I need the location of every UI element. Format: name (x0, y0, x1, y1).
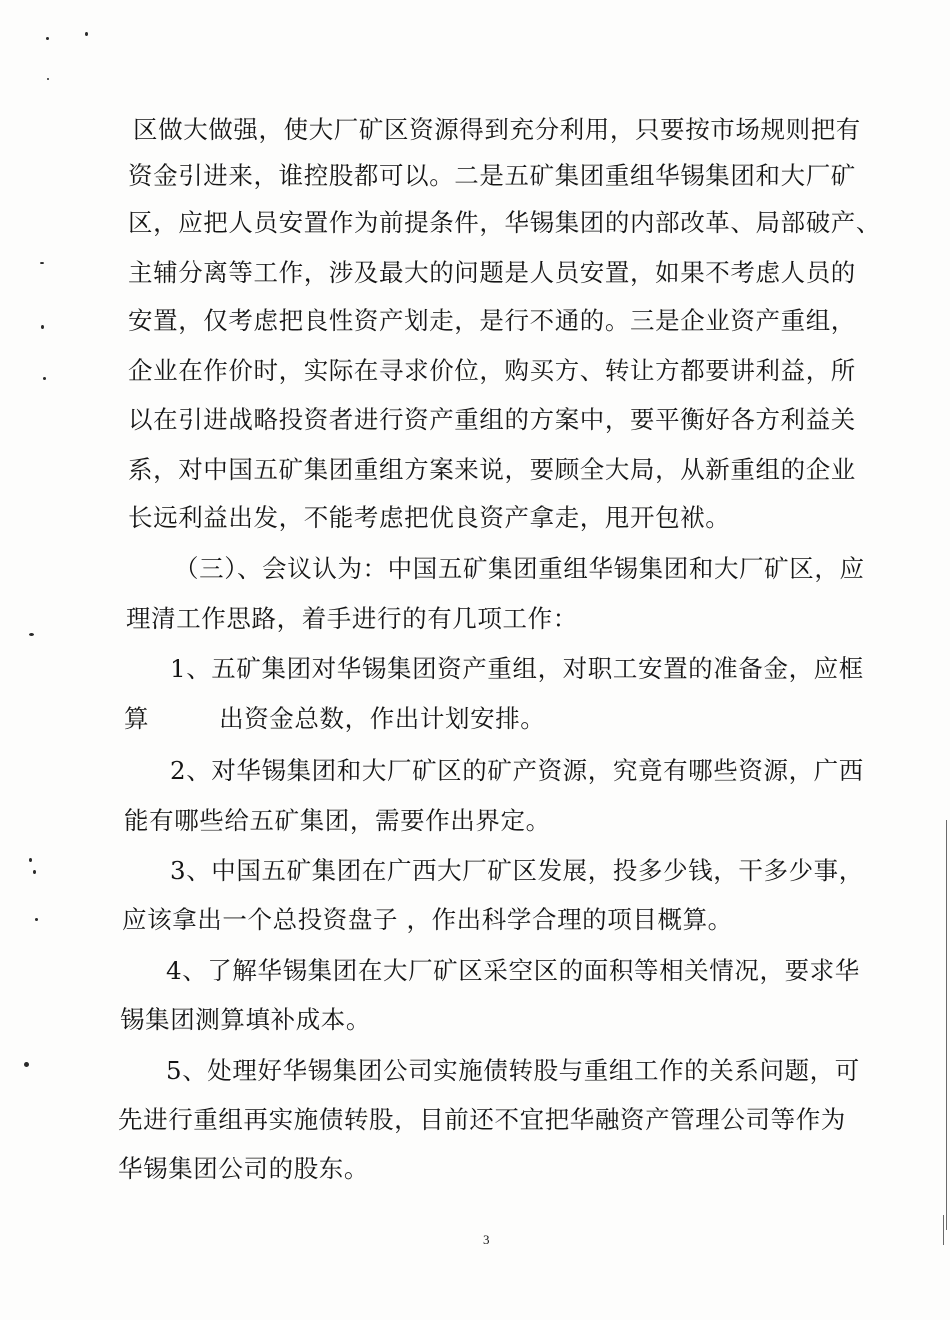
list-item: 1、五矿集团对华锡集团资产重组，对职工安置的准备金，应框 (170, 654, 864, 683)
list-item-text: 出资金总数，作出计划安排。 (219, 704, 546, 733)
wrapped-word: 算 (124, 704, 150, 733)
scan-speck (43, 377, 46, 380)
text-line: 区做大做强，使大厂矿区资源得到充分利用，只要按市场规则把有 (133, 115, 861, 144)
text-line: 安置，仅考虑把良性资产划走，是行不通的。三是企业资产重组， (128, 306, 856, 335)
text-line: 应该拿出一个总投资盘子 ，作出科学合理的项目概算。 (122, 905, 733, 934)
text-line: 长远利益出发，不能考虑把优良资产拿走，甩开包袱。 (128, 503, 731, 532)
list-item: 3、中国五矿集团在广西大厂矿区发展，投多少钱，干多少事， (170, 856, 864, 885)
scan-speck (40, 262, 44, 264)
scan-edge-line (946, 820, 947, 1230)
text-line: 先进行重组再实施债转股，目前还不宜把华融资产管理公司等作为 (118, 1105, 846, 1134)
section-heading: （三）、会议认为：中国五矿集团重组华锡集团和大厂矿区，应 (174, 554, 865, 583)
text-line: 主辅分离等工作，涉及最大的问题是人员安置，如果不考虑人员的 (128, 258, 856, 287)
text-line: 资金引进来，谁控股都可以。二是五矿集团重组华锡集团和大厂矿 (128, 161, 856, 190)
scan-speck (33, 870, 36, 874)
list-item: 4、了解华锡集团在大厂矿区采空区的面积等相关情况，要求华 (166, 956, 860, 985)
scan-speck (47, 78, 49, 80)
list-item: 2、对华锡集团和大厂矿区的矿产资源，究竟有哪些资源，广西 (170, 756, 864, 785)
scan-speck (24, 1062, 29, 1067)
text-line: 企业在作价时，实际在寻求价位，购买方、转让方都要讲利益，所 (128, 356, 856, 385)
text-line: 能有哪些给五矿集团，需要作出界定。 (124, 806, 551, 835)
list-item: 5、处理好华锡集团公司实施债转股与重组工作的关系问题，可 (166, 1056, 860, 1085)
scan-speck (29, 858, 32, 862)
scan-speck (41, 325, 44, 329)
scan-edge-line (943, 1215, 944, 1245)
text-line: 区，应把人员安置作为前提条件，华锡集团的内部改革、局部破产、 (128, 208, 881, 237)
list-item-continuation (124, 703, 545, 735)
scan-speck (85, 32, 88, 36)
text-line: 华锡集团公司的股东。 (118, 1154, 369, 1183)
text-line: 以在引进战略投资者进行资产重组的方案中，要平衡好各方利益关 (128, 405, 856, 434)
text-line: 理清工作思路，着手进行的有几项工作： (126, 604, 578, 633)
text-line: 系，对中国五矿集团重组方案来说，要顾全大局，从新重组的企业 (128, 455, 856, 484)
text-line: 锡集团测算填补成本。 (120, 1005, 371, 1034)
page-number: 3 (483, 1232, 490, 1247)
scan-speck (35, 918, 38, 921)
scan-speck (46, 37, 49, 40)
scan-speck (29, 633, 34, 636)
